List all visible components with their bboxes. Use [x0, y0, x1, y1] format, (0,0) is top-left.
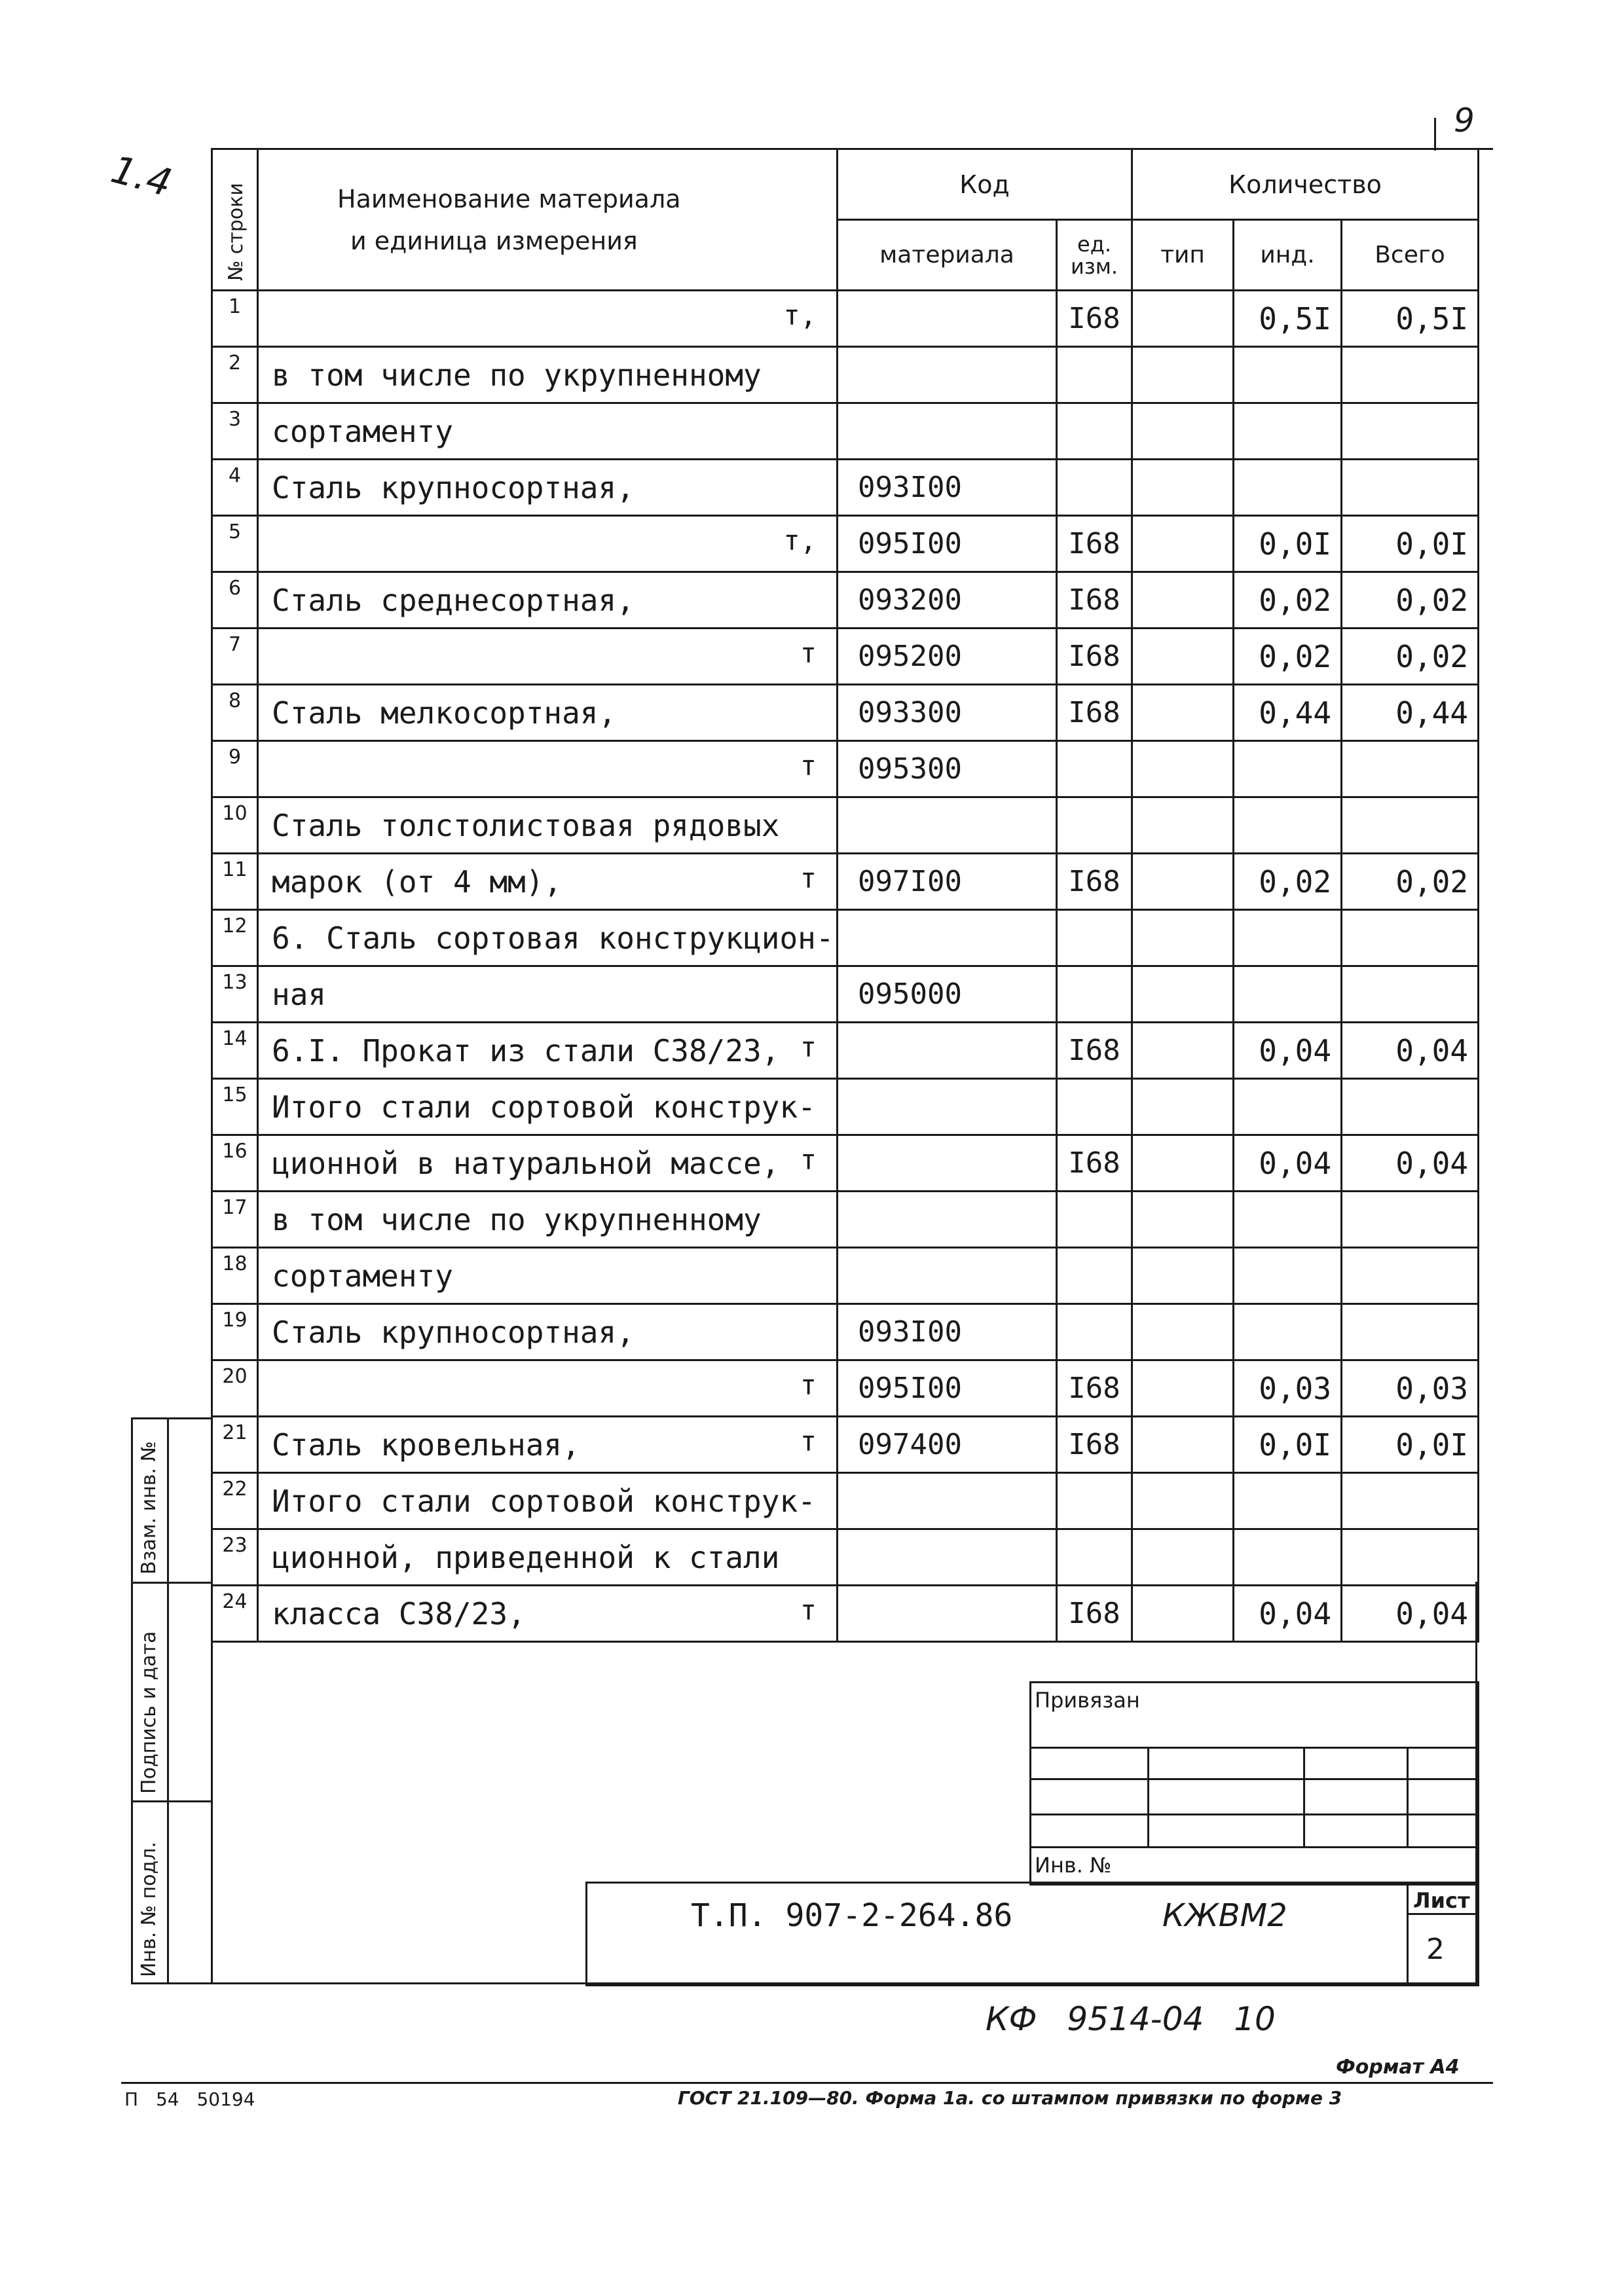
- qty-type: [1132, 910, 1234, 966]
- side-strip-mid: [167, 1417, 169, 1984]
- handwritten-ref: КФ 9514-04 10: [986, 2000, 1276, 2038]
- table-row: [212, 685, 1479, 741]
- qty-total: [1342, 910, 1479, 966]
- privyazan-label: Привязан: [1035, 1688, 1140, 1713]
- qty-total: [1342, 347, 1479, 403]
- material-name: [258, 516, 838, 572]
- unit-code: [1057, 910, 1132, 966]
- qty-ind: [1234, 403, 1342, 460]
- header-qty-type: тип: [1132, 220, 1234, 291]
- material-code: 097400: [838, 1417, 1057, 1473]
- doc-code: Т.П. 907-2-264.86: [691, 1897, 1013, 1934]
- qty-total: 0,44: [1342, 685, 1479, 741]
- row-number: 6: [212, 572, 258, 629]
- material-name: [258, 403, 838, 460]
- material-name-text: ционной, приведенной к стали: [272, 1539, 780, 1575]
- unit-code: I68: [1057, 1135, 1132, 1192]
- qty-type: [1132, 966, 1234, 1023]
- table-row: [212, 1192, 1479, 1248]
- unit-code: I68: [1057, 572, 1132, 629]
- qty-total: [1342, 797, 1479, 854]
- qty-total: 0,03: [1342, 1360, 1479, 1417]
- qty-type: [1132, 1360, 1234, 1417]
- material-name: [258, 1473, 838, 1529]
- materials-table: [211, 148, 1477, 1631]
- table-row: [212, 1473, 1479, 1529]
- table-row: [212, 629, 1479, 685]
- qty-type: [1132, 685, 1234, 741]
- row-number: 4: [212, 460, 258, 516]
- qty-ind: [1234, 797, 1342, 854]
- table-row: [212, 1360, 1479, 1417]
- qty-ind: [1234, 741, 1342, 797]
- material-code: 097I00: [838, 854, 1057, 910]
- unit-code: [1057, 460, 1132, 516]
- header-code-unit-2: изм.: [1070, 253, 1118, 279]
- material-name-text: Сталь толстолистовая рядовых: [272, 807, 780, 843]
- unit-code: I68: [1057, 1417, 1132, 1473]
- sheet-label: Лист: [1413, 1888, 1470, 1913]
- material-code: [838, 1248, 1057, 1304]
- qty-type: [1132, 1417, 1234, 1473]
- qty-type: [1132, 460, 1234, 516]
- qty-total: 0,0I: [1342, 516, 1479, 572]
- unit-code: [1057, 1304, 1132, 1360]
- table-body: [212, 291, 1479, 1642]
- material-name: [258, 1417, 838, 1473]
- unit-code: [1057, 1192, 1132, 1248]
- qty-ind: 0,03: [1234, 1360, 1342, 1417]
- material-code: [838, 291, 1057, 347]
- unit-code: [1057, 1529, 1132, 1586]
- qty-ind: [1234, 1248, 1342, 1304]
- material-code: 095000: [838, 966, 1057, 1023]
- table-row: [212, 1586, 1479, 1642]
- qty-type: [1132, 1586, 1234, 1642]
- unit-code: [1057, 1248, 1132, 1304]
- row-number: 11: [212, 854, 258, 910]
- qty-type: [1132, 1304, 1234, 1360]
- blank-area-num: [212, 1642, 258, 1643]
- qty-ind: [1234, 347, 1342, 403]
- qty-total: [1342, 1304, 1479, 1360]
- qty-ind: 0,5I: [1234, 291, 1342, 347]
- material-name: [258, 1023, 838, 1079]
- material-unit: т,: [783, 524, 817, 556]
- qty-total: [1342, 1079, 1479, 1135]
- table-row: [212, 910, 1479, 966]
- material-name: [258, 1248, 838, 1304]
- side-label-inv-podl: Инв. № подл.: [138, 1842, 160, 1977]
- row-number: 20: [212, 1360, 258, 1417]
- material-code: 093300: [838, 685, 1057, 741]
- table-row: [212, 1417, 1479, 1473]
- table-row: [212, 797, 1479, 854]
- material-code: [838, 797, 1057, 854]
- header-qty-total: Всего: [1342, 220, 1479, 291]
- unit-code: [1057, 347, 1132, 403]
- material-name-text: ционной в натуральной массе,: [272, 1145, 780, 1181]
- unit-code: I68: [1057, 1586, 1132, 1642]
- material-name-text: Сталь среднесортная,: [272, 582, 635, 618]
- inv-no-label: Инв. №: [1035, 1853, 1112, 1878]
- material-name: [258, 1586, 838, 1642]
- header-qty-ind: инд.: [1234, 220, 1342, 291]
- qty-type: [1132, 516, 1234, 572]
- header-name-line2: и единица измерения: [350, 226, 638, 255]
- material-name: [258, 797, 838, 854]
- material-code: 095200: [838, 629, 1057, 685]
- corner-mark-left: 1.4: [106, 147, 177, 206]
- qty-type: [1132, 854, 1234, 910]
- row-number: 16: [212, 1135, 258, 1192]
- row-number: 23: [212, 1529, 258, 1586]
- qty-type: [1132, 797, 1234, 854]
- qty-total: 0,5I: [1342, 291, 1479, 347]
- table-row: [212, 516, 1479, 572]
- material-name: [258, 910, 838, 966]
- qty-ind: 0,04: [1234, 1135, 1342, 1192]
- material-code: [838, 1529, 1057, 1586]
- material-code: [838, 910, 1057, 966]
- material-name-text: 6.I. Прокат из стали С38/23,: [272, 1032, 780, 1068]
- qty-total: [1342, 1248, 1479, 1304]
- row-number: 19: [212, 1304, 258, 1360]
- header-code-unit: [1057, 220, 1132, 291]
- row-number: 15: [212, 1079, 258, 1135]
- qty-ind: 0,0I: [1234, 516, 1342, 572]
- material-name: [258, 347, 838, 403]
- table-row: [212, 1135, 1479, 1192]
- table-row: [212, 1304, 1479, 1360]
- row-number: 18: [212, 1248, 258, 1304]
- table-row: [212, 1023, 1479, 1079]
- material-unit: т: [800, 1031, 817, 1063]
- qty-type: [1132, 1473, 1234, 1529]
- doc-mark: КЖВМ2: [1162, 1897, 1287, 1934]
- unit-code: I68: [1057, 291, 1132, 347]
- unit-code: [1057, 797, 1132, 854]
- qty-type: [1132, 1135, 1234, 1192]
- privyazan-h1: [1029, 1747, 1477, 1749]
- qty-ind: 0,02: [1234, 629, 1342, 685]
- table-row: [212, 291, 1479, 347]
- material-code: 093I00: [838, 460, 1057, 516]
- row-number: 8: [212, 685, 258, 741]
- qty-type: [1132, 629, 1234, 685]
- material-name: [258, 1529, 838, 1586]
- material-name: [258, 741, 838, 797]
- material-name-text: марок (от 4 мм),: [272, 864, 563, 900]
- material-code: [838, 1473, 1057, 1529]
- privyazan-h2: [1029, 1778, 1477, 1780]
- qty-total: [1342, 1473, 1479, 1529]
- qty-ind: [1234, 1529, 1342, 1586]
- material-name: [258, 291, 838, 347]
- table-row: [212, 741, 1479, 797]
- material-code: 093I00: [838, 1304, 1057, 1360]
- left-code: П 54 50194: [124, 2088, 255, 2110]
- qty-total: 0,02: [1342, 572, 1479, 629]
- privyazan-v2: [1303, 1747, 1305, 1848]
- material-name-text: в том числе по укрупненному: [272, 357, 762, 393]
- material-code: 095300: [838, 741, 1057, 797]
- material-code: [838, 1586, 1057, 1642]
- qty-total: [1342, 741, 1479, 797]
- frame-left: [211, 1582, 213, 1984]
- unit-code: I68: [1057, 1360, 1132, 1417]
- material-name: [258, 1135, 838, 1192]
- qty-total: [1342, 1192, 1479, 1248]
- table-row: [212, 403, 1479, 460]
- side-strip-div1: [131, 1582, 211, 1584]
- material-unit: т,: [783, 299, 817, 331]
- qty-type: [1132, 1529, 1234, 1586]
- unit-code: I68: [1057, 1023, 1132, 1079]
- qty-ind: [1234, 1192, 1342, 1248]
- table-row: [212, 347, 1479, 403]
- material-unit: т: [800, 750, 817, 782]
- qty-ind: [1234, 910, 1342, 966]
- material-name-text: сортаменту: [272, 1258, 453, 1294]
- material-name-text: Сталь мелкосортная,: [272, 695, 617, 731]
- qty-total: [1342, 1529, 1479, 1586]
- qty-ind: 0,04: [1234, 1586, 1342, 1642]
- material-code: [838, 1192, 1057, 1248]
- row-number: 14: [212, 1023, 258, 1079]
- unit-code: I68: [1057, 629, 1132, 685]
- unit-code: I68: [1057, 854, 1132, 910]
- material-code: 095I00: [838, 516, 1057, 572]
- material-name: [258, 1079, 838, 1135]
- qty-type: [1132, 403, 1234, 460]
- side-label-vzam: Взам. инв. №: [138, 1441, 160, 1575]
- material-unit: т: [800, 637, 817, 669]
- material-unit: т: [800, 1144, 817, 1176]
- unit-code: [1057, 1473, 1132, 1529]
- material-name-text: 6. Сталь сортовая конструкцион-: [272, 920, 834, 956]
- qty-total: 0,02: [1342, 629, 1479, 685]
- side-strip-top: [131, 1417, 211, 1419]
- material-code: [838, 347, 1057, 403]
- row-number: 2: [212, 347, 258, 403]
- material-name: [258, 685, 838, 741]
- qty-ind: 0,02: [1234, 854, 1342, 910]
- material-name: [258, 1192, 838, 1248]
- unit-code: [1057, 966, 1132, 1023]
- qty-type: [1132, 1023, 1234, 1079]
- material-name-text: Сталь крупносортная,: [272, 1314, 635, 1350]
- header-quantity: Количество: [1132, 149, 1479, 220]
- table-row: [212, 1079, 1479, 1135]
- row-number: 24: [212, 1586, 258, 1642]
- table-row: [212, 1248, 1479, 1304]
- privyazan-v1: [1147, 1747, 1149, 1848]
- sheet-cell-mid: [1407, 1913, 1475, 1915]
- material-name: [258, 572, 838, 629]
- material-name-text: ная: [272, 976, 327, 1012]
- qty-ind: 0,0I: [1234, 1417, 1342, 1473]
- side-label-podpis: Подпись и дата: [138, 1631, 160, 1794]
- qty-ind: 0,04: [1234, 1023, 1342, 1079]
- row-number: 17: [212, 1192, 258, 1248]
- header-row-no-label: № строки: [225, 183, 248, 281]
- qty-type: [1132, 572, 1234, 629]
- privyazan-h4: [1029, 1846, 1477, 1848]
- row-number: 22: [212, 1473, 258, 1529]
- header-name-line1: Наименование материала: [337, 184, 681, 213]
- privyazan-h3: [1029, 1813, 1477, 1815]
- material-unit: т: [800, 1594, 817, 1626]
- material-name: [258, 460, 838, 516]
- sheet-cell-left: [1407, 1882, 1409, 1982]
- qty-total: 0,04: [1342, 1135, 1479, 1192]
- unit-code: I68: [1057, 685, 1132, 741]
- format-label: Формат А4: [1336, 2056, 1460, 2079]
- material-name-text: сортаменту: [272, 413, 453, 449]
- material-name-text: Сталь кровельная,: [272, 1427, 580, 1463]
- table-row: [212, 854, 1479, 910]
- side-strip-div2: [131, 1800, 211, 1802]
- qty-total: 0,02: [1342, 854, 1479, 910]
- row-number: 21: [212, 1417, 258, 1473]
- sheet-number: 2: [1426, 1933, 1445, 1966]
- material-code: 095I00: [838, 1360, 1057, 1417]
- header-code-material: материала: [838, 220, 1057, 291]
- qty-ind: 0,02: [1234, 572, 1342, 629]
- material-name: [258, 1360, 838, 1417]
- qty-type: [1132, 1248, 1234, 1304]
- page-number-tick: [1434, 118, 1436, 151]
- table-row: [212, 572, 1479, 629]
- material-name-text: Сталь крупносортная,: [272, 469, 635, 505]
- material-unit: т: [800, 1425, 817, 1457]
- row-number: 1: [212, 291, 258, 347]
- material-name: [258, 629, 838, 685]
- row-number: 13: [212, 966, 258, 1023]
- qty-type: [1132, 291, 1234, 347]
- table-row: [212, 1529, 1479, 1586]
- material-code: [838, 1135, 1057, 1192]
- gost-note: ГОСТ 21.109—80. Форма 1а. со штампом привязки по форме 3: [678, 2087, 1342, 2109]
- blank-area: [258, 1642, 1479, 1643]
- privyazan-v3: [1407, 1747, 1409, 1848]
- qty-type: [1132, 1192, 1234, 1248]
- qty-ind: [1234, 1304, 1342, 1360]
- qty-ind: [1234, 1473, 1342, 1529]
- row-number: 9: [212, 741, 258, 797]
- page-number: 9: [1454, 101, 1475, 139]
- qty-total: 0,04: [1342, 1586, 1479, 1642]
- unit-code: [1057, 403, 1132, 460]
- qty-total: [1342, 460, 1479, 516]
- material-name: [258, 1304, 838, 1360]
- row-number: 3: [212, 403, 258, 460]
- row-number: 12: [212, 910, 258, 966]
- material-name-text: Итого стали сортовой конструк-: [272, 1483, 816, 1519]
- qty-ind: [1234, 966, 1342, 1023]
- table-row: [212, 460, 1479, 516]
- row-number: 10: [212, 797, 258, 854]
- bottom-rule: [121, 2082, 1493, 2084]
- qty-ind: 0,44: [1234, 685, 1342, 741]
- unit-code: I68: [1057, 516, 1132, 572]
- unit-code: [1057, 741, 1132, 797]
- material-name: [258, 854, 838, 910]
- qty-total: [1342, 966, 1479, 1023]
- material-name: [258, 966, 838, 1023]
- unit-code: [1057, 1079, 1132, 1135]
- qty-ind: [1234, 1079, 1342, 1135]
- material-name-text: Итого стали сортовой конструк-: [272, 1089, 816, 1125]
- header-row-no: [212, 149, 258, 291]
- qty-type: [1132, 347, 1234, 403]
- header-name: [258, 149, 838, 291]
- material-code: 093200: [838, 572, 1057, 629]
- material-unit: т: [800, 1369, 817, 1401]
- material-code: [838, 403, 1057, 460]
- header-code: Код: [838, 149, 1132, 220]
- qty-total: [1342, 403, 1479, 460]
- material-name-text: класса С38/23,: [272, 1595, 526, 1631]
- material-unit: т: [800, 862, 817, 894]
- table-row: [212, 966, 1479, 1023]
- row-number: 5: [212, 516, 258, 572]
- side-strip-left: [131, 1417, 133, 1984]
- qty-type: [1132, 741, 1234, 797]
- material-code: [838, 1079, 1057, 1135]
- qty-type: [1132, 1079, 1234, 1135]
- material-code: [838, 1023, 1057, 1079]
- qty-total: 0,04: [1342, 1023, 1479, 1079]
- qty-total: 0,0I: [1342, 1417, 1479, 1473]
- row-number: 7: [212, 629, 258, 685]
- header-code-unit-1: ед.: [1077, 231, 1111, 257]
- qty-ind: [1234, 460, 1342, 516]
- material-name-text: в том числе по укрупненному: [272, 1201, 762, 1237]
